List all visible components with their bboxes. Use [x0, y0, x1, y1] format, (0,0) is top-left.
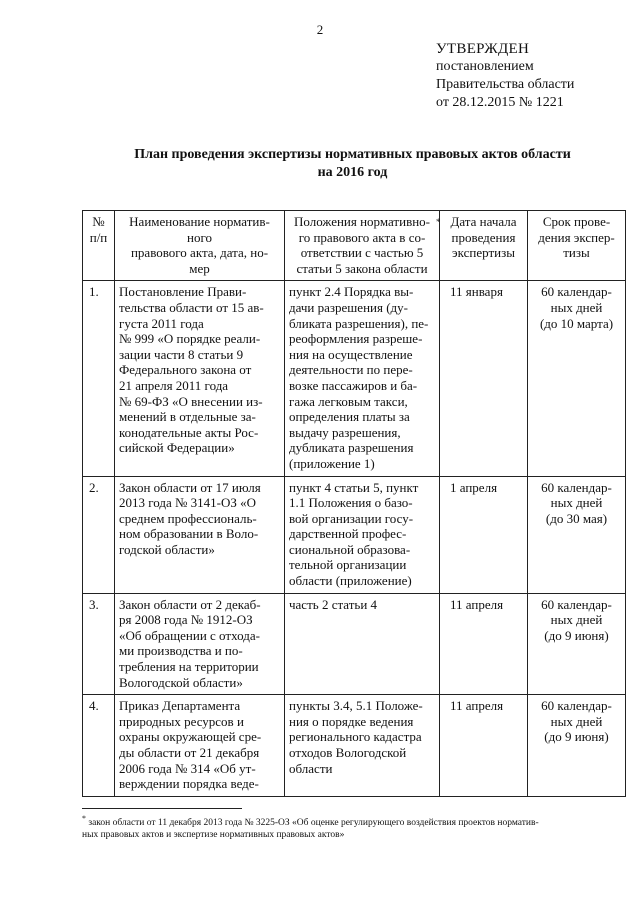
approval-heading: УТВЕРЖДЕН [436, 41, 530, 57]
approval-line-1: постановлением [436, 59, 534, 74]
table-header-row [83, 211, 626, 281]
row-provisions: пункт 2.4 Порядка вы- дачи разрешения (ду- бликата разрешения), пе- реоформления разреше- ния на осуществление деятельности по пере- возке пассажиров и ба- гажа легковым такси, определения платы за выдачу разрешения, дубликата разрешения (приложение 1) [285, 281, 440, 476]
row-act-name: Постановление Прави- тельства области от 15 ав- густа 2011 года № 999 «О порядке реали- зации части 8 статьи 9 Федерального закона от 21 апреля 2011 года № 69-ФЗ «О внесении из- менений в отдельные за- конодательные акты Рос- сийской Федерации» [115, 281, 285, 476]
approval-line-2: Правительства области [436, 77, 575, 92]
document-title [80, 146, 625, 182]
row-provisions: часть 2 статьи 4 [285, 593, 440, 695]
table-row [83, 593, 626, 695]
footnote-divider [82, 808, 242, 809]
row-number: 3. [83, 593, 115, 695]
footnote-reference-marker: * [436, 217, 441, 227]
row-number: 4. [83, 695, 115, 797]
header-term: Срок прове- дения экспер- тизы [528, 211, 626, 281]
row-start-date: 11 января [440, 281, 528, 476]
row-start-date: 11 апреля [440, 695, 528, 797]
row-act-name: Приказ Департамента природных ресурсов и охраны окружающей сре- ды области от 21 декабря 2006 года № 314 «Об ут- верждении порядка веде- [115, 695, 285, 797]
row-term: 60 календар- ных дней (до 9 июня) [528, 695, 626, 797]
header-provisions: Положения нормативно- го правового акта в со- ответствии с частью 5 статьи 5 закона области [285, 211, 440, 281]
approval-line-3: от 28.12.2015 № 1221 [436, 95, 564, 110]
row-term: 60 календар- ных дней (до 10 марта) [528, 281, 626, 476]
row-term: 60 календар- ных дней (до 30 мая) [528, 476, 626, 593]
table-row [83, 476, 626, 593]
header-act-name: Наименование норматив- ного правового акта, дата, но- мер [115, 211, 285, 281]
row-act-name: Закон области от 2 декаб- ря 2008 года № 1912-ОЗ «Об обращении с отхода- ми производства и по- требления на территории Вологодской области» [115, 593, 285, 695]
row-start-date: 1 апреля [440, 476, 528, 593]
row-number: 1. [83, 281, 115, 476]
row-provisions: пункты 3.4, 5.1 Положе- ния о порядке ведения регионального кадастра отходов Вологодской области [285, 695, 440, 797]
title-line-1: План проведения экспертизы нормативных правовых актов области [134, 147, 571, 162]
table-row [83, 695, 626, 797]
expertise-plan-table [82, 210, 626, 797]
row-start-date: 11 апреля [440, 593, 528, 695]
row-act-name: Закон области от 17 июля 2013 года № 3141-ОЗ «О среднем профессиональ- ном образовании в Воло- годской области» [115, 476, 285, 593]
title-line-2: на 2016 год [317, 165, 388, 180]
row-number: 2. [83, 476, 115, 593]
row-term: 60 календар- ных дней (до 9 июня) [528, 593, 626, 695]
header-number: № п/п [83, 211, 115, 281]
table-row [83, 281, 626, 476]
footnote-text: закон области от 11 декабря 2013 года № 3225-ОЗ «Об оценке регулирующего воздействия проектов норматив- ных правовых актов и экспертизе нормативных правовых актов» [82, 818, 539, 841]
row-provisions: пункт 4 статьи 5, пункт 1.1 Положения о базо- вой организации госу- дарственной профес- сиональной образова- тельной организации области (приложение) [285, 476, 440, 593]
header-start-date: Дата начала проведения экспертизы [440, 211, 528, 281]
footnote [82, 813, 625, 841]
approval-stamp [436, 40, 626, 112]
footnote-marker: * [82, 814, 86, 823]
page-number: 2 [316, 22, 324, 37]
